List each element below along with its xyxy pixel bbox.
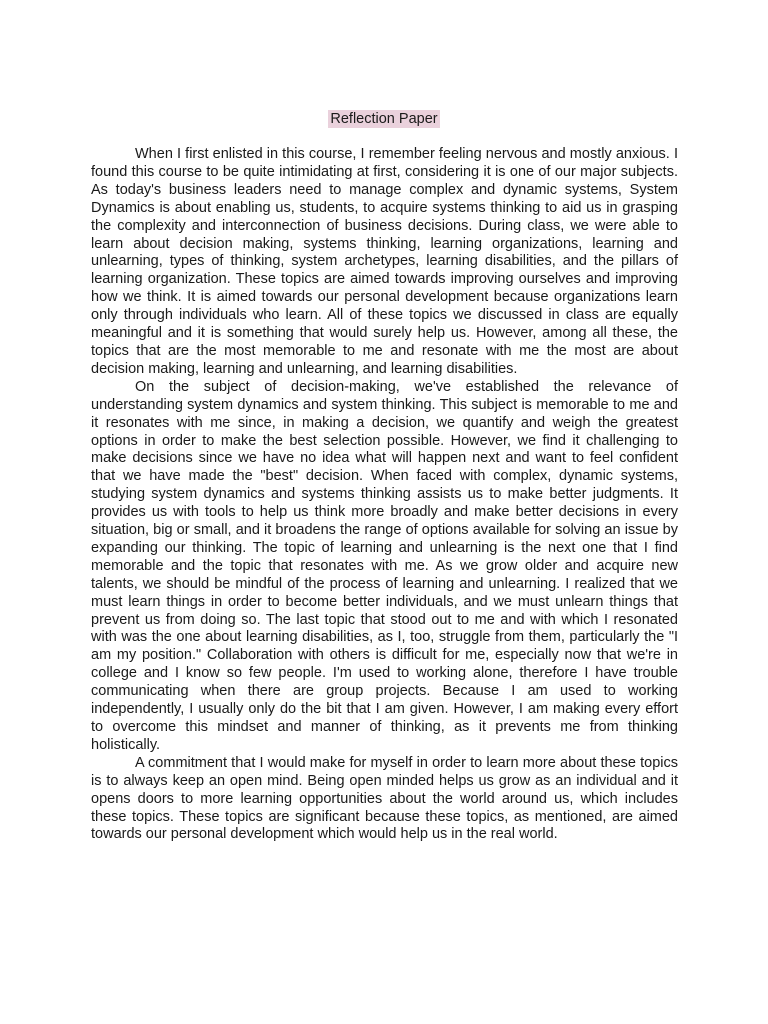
document-body	[91, 146, 678, 844]
paragraph-1: When I first enlisted in this course, I remember feeling nervous and mostly anxious. I found this course to be quite intimidating at first, considering it is one of our major subjects. As today's business leaders need to manage complex and dynamic systems, System Dynamics is about enabling us, students, to acquire systems thinking to aid us in grasping the complexity and interconnection of business decisions. During class, we were able to learn about decision making, systems thinking, learning organizations, learning and unlearning, types of thinking, system archetypes, learning disabilities, and the pillars of learning organization. These topics are aimed towards improving ourselves and improving how we think. It is aimed towards our personal development because organizations learn only through individuals who learn. All of these topics we discussed in class are equally meaningful and it is something that would surely help us. However, among all these, the topics that are the most memorable to me and resonate with me the most are about decision making, learning and unlearning, and learning disabilities.	[91, 146, 678, 377]
paragraph-2: On the subject of decision-making, we've established the relevance of understanding system dynamics and system thinking. This subject is memorable to me and it resonates with me since, in making a decision, we quantify and weigh the greatest options in order to make the best selection possible. However, we find it challenging to make decisions since we have no idea what will happen next and want to feel confident that we have made the "best" decision. When faced with complex, dynamic systems, studying system dynamics and systems thinking assists us to make better judgments. It provides us with tools to help us think more broadly and make better decisions in every situation, big or small, and it broadens the range of options available for solving an issue by expanding our thinking. The topic of learning and unlearning is the next one that I find memorable and the topic that resonates with me. As we grow older and acquire new talents, we should be mindful of the process of learning and unlearning. I realized that we must learn things in order to become better individuals, and we must unlearn things that prevent us from doing so. The last topic that stood out to me and with which I resonated with was the one about learning disabilities, as I, too, struggle from them, particularly the "I am my position." Collaboration with others is difficult for me, especially now that we're in college and I know so few people. I'm used to working alone, therefore I have trouble communicating when there are group projects. Because I am used to working independently, I usually only do the bit that I am given. However, I am making every effort to overcome this mindset and manner of thinking, as it prevents me from thinking holistically.	[91, 378, 678, 753]
page-title: Reflection Paper	[330, 111, 438, 127]
title-container	[0, 110, 768, 128]
paragraph-3: A commitment that I would make for myself in order to learn more about these topics is to always keep an open mind. Being open minded helps us grow as an individual and it opens doors to more learning opportunities about the world around us, which includes these topics. These topics are significant because these topics, as mentioned, are aimed towards our personal development which would help us in the real world.	[91, 754, 678, 843]
